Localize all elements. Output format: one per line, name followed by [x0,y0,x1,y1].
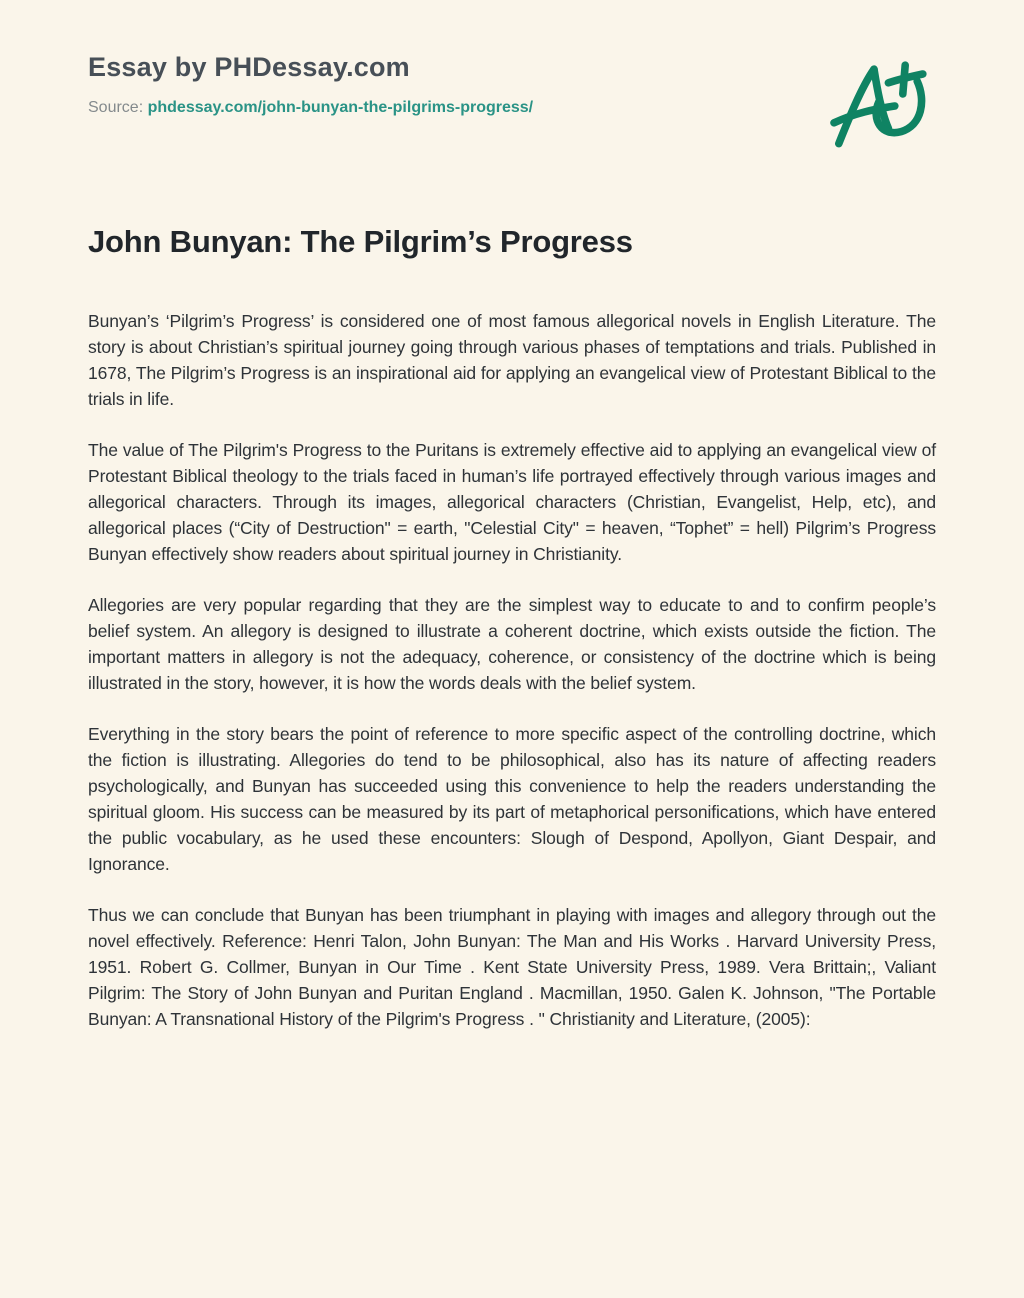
essay-paragraph-3: Allegories are very popular regarding that they are the simplest way to educate to and to confirm people’s belief system. An allegory is designed to illustrate a coherent doctrine, which exists outside the fiction. The important matters in allegory is not the adequacy, coherence, or consistency of the doctrine which is being illustrated in the story, however, it is how the words deals with the belief system. [88,595,936,693]
header-text-block [88,46,533,117]
page-header [88,46,936,160]
byline-heading: Essay by PHDessay.com [88,52,410,82]
source-link[interactable]: phdessay.com/john-bunyan-the-pilgrims-progress/ [147,99,534,116]
page-title: John Bunyan: The Pilgrim’s Progress [88,224,633,259]
essay-paragraph-1: Bunyan’s ‘Pilgrim’s Progress’ is considered one of most famous allegorical novels in English Literature. The story is about Christian’s spiritual journey going through various phases of temptations and trials. Published in 1678, The Pilgrim’s Progress is an inspirational aid for applying an evangelical view of Protestant Biblical to the trials in life. [88,311,936,409]
essay-paragraph-4: Everything in the story bears the point of reference to more specific aspect of the controlling doctrine, which the fiction is illustrating. Allegories do tend to be philosophical, also has its nature of affecting readers psychologically, and Bunyan has succeeded using this convenience to help the readers understanding the spiritual gloom. His success can be measured by its part of metaphorical personifications, which have entered the public vocabulary, as he used these encounters: Slough of Despond, Apollyon, Giant Despair, and Ignorance. [88,724,936,874]
source-label: Source: [88,99,144,116]
essay-body [88,308,936,1032]
source-line [88,99,533,117]
essay-paragraph-2: The value of The Pilgrim's Progress to the Puritans is extremely effective aid to applying an evangelical view of Protestant Biblical theology to the trials faced in human’s life portrayed effectively through various images and allegorical characters. Through its images, allegorical characters (Christian, Evangelist, Help, etc), and allegorical places (“City of Destruction" = earth, "Celestial City" = heaven, “Tophet” = hell) Pilgrim’s Progress Bunyan effectively show readers about spiritual journey in Christianity. [88,440,936,564]
phdessay-a-plus-logo-icon [826,52,930,160]
essay-paragraph-5: Thus we can conclude that Bunyan has been triumphant in playing with images and allegory through out the novel effectively. Reference: Henri Talon, John Bunyan: The Man and His Works . Harvard University Press, 1951. Robert G. Collmer, Bunyan in Our Time . Kent State University Press, 1989. Vera Brittain;, Valiant Pilgrim: The Story of John Bunyan and Puritan England . Macmillan, 1950. Galen K. Johnson, "The Portable Bunyan: A Transnational History of the Pilgrim's Progress . " Christianity and Literature, (2005): [88,905,936,1029]
